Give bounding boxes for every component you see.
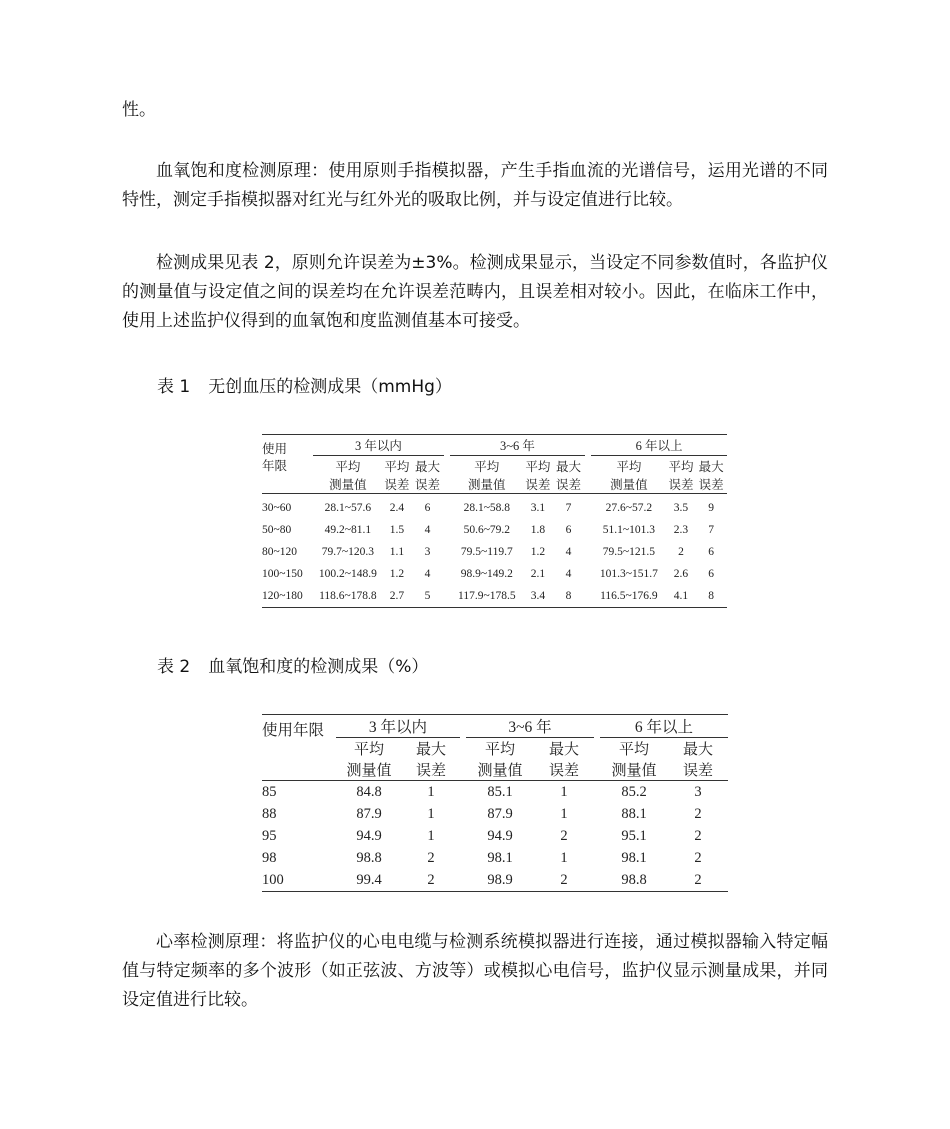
table2-subheader: 平均 bbox=[618, 742, 649, 758]
table-cell: 85 bbox=[262, 783, 277, 800]
table-cell: 98.1 bbox=[487, 849, 513, 866]
table1-subheader: 最大 bbox=[556, 459, 582, 474]
table-cell: 28.1~58.8 bbox=[463, 502, 511, 514]
table-cell: 27.6~57.2 bbox=[605, 502, 653, 514]
table-cell: 2.7 bbox=[389, 590, 405, 602]
table-cell: 6 bbox=[708, 546, 714, 558]
table1-subheader: 最大 bbox=[415, 459, 441, 474]
table1-subheader: 测量值 bbox=[313, 475, 382, 494]
table-row bbox=[262, 541, 727, 563]
table-cell: 87.9 bbox=[356, 805, 382, 822]
table2-subheader: 最大 bbox=[415, 742, 446, 758]
table1-subheader: 平均 bbox=[474, 459, 500, 474]
table1-subheader: 误差 bbox=[695, 475, 727, 494]
table-cell: 2 bbox=[560, 871, 568, 888]
table-cell: 1.5 bbox=[389, 524, 405, 536]
table-cell: 2.1 bbox=[530, 568, 546, 580]
table1-corner bbox=[262, 435, 313, 476]
table-cell: 4 bbox=[565, 568, 572, 580]
table2-subheader: 平均 bbox=[484, 742, 515, 758]
paragraph-spo2-results: 检测成果见表 2，原则允许误差为±3%。检测成果显示，当设定不同参数值时，各监护仪的测量值与设定值之间的误差均在允许误差范畴内，且误差相对较小。因此，在临床工作中，使用上述监护仪得到的血氧饱和度监测值基本可接受。 bbox=[122, 253, 828, 331]
table-cell: 1 bbox=[427, 805, 435, 822]
table-cell: 98.8 bbox=[356, 849, 382, 866]
table-cell: 8 bbox=[708, 590, 714, 602]
table-row bbox=[262, 781, 728, 804]
table-cell: 98.8 bbox=[621, 871, 647, 888]
table-cell: 87.9 bbox=[487, 805, 513, 822]
table-cell: 50~80 bbox=[262, 524, 292, 536]
table-cell: 88 bbox=[262, 805, 277, 822]
paragraph-heart-rate-principle: 心率检测原理：将监护仪的心电电缆与检测系统模拟器进行连接，通过模拟器输入特定幅值与特定频率的多个波形（如正弦波、方波等）或模拟心电信号，监护仪显示测量成果，并同设定值进行比较。 bbox=[122, 932, 828, 1010]
table-cell: 9 bbox=[708, 502, 714, 514]
table-cell: 88.1 bbox=[621, 805, 647, 822]
table-cell: 120~180 bbox=[262, 590, 303, 602]
table-cell: 98 bbox=[262, 849, 277, 866]
table-cell: 8 bbox=[565, 590, 572, 602]
table-cell: 79.5~121.5 bbox=[602, 546, 655, 558]
table-cell: 116.5~176.9 bbox=[600, 590, 658, 602]
table-cell: 99.4 bbox=[356, 871, 382, 888]
table-cell: 117.9~178.5 bbox=[458, 590, 516, 602]
table-cell: 3 bbox=[694, 783, 702, 800]
table1-subheader: 误差 bbox=[667, 475, 696, 494]
table-cell: 3 bbox=[424, 546, 431, 558]
table-cell: 2 bbox=[694, 871, 702, 888]
table2-caption-number: 表 2 bbox=[157, 657, 191, 677]
table1-subheader: 测量值 bbox=[591, 475, 667, 494]
table1-corner-line1: 使用 bbox=[262, 442, 288, 456]
table-cell: 101.3~151.7 bbox=[599, 568, 658, 580]
table-cell: 98.9~149.2 bbox=[460, 568, 513, 580]
table2-subheader: 最大 bbox=[682, 742, 713, 758]
table-cell: 3.5 bbox=[673, 502, 689, 514]
table1-blood-pressure bbox=[262, 434, 727, 608]
table1-caption-text: 无创血压的检测成果（mmHg） bbox=[208, 377, 452, 397]
table-cell: 51.1~101.3 bbox=[602, 524, 655, 536]
table1-subheader: 误差 bbox=[411, 475, 444, 494]
table-cell: 2.6 bbox=[673, 568, 689, 580]
table-cell: 95 bbox=[262, 827, 277, 844]
table1-subheader: 误差 bbox=[383, 475, 412, 494]
table-cell: 1 bbox=[560, 849, 568, 866]
table-cell: 85.2 bbox=[621, 783, 647, 800]
table-cell: 1.8 bbox=[530, 524, 546, 536]
table-cell: 6 bbox=[708, 568, 714, 580]
table-cell: 2.4 bbox=[389, 502, 405, 514]
table-row bbox=[262, 825, 728, 847]
table1-group-header: 3 年以内 bbox=[313, 435, 444, 456]
table1-subheader: 平均 bbox=[668, 459, 694, 474]
table-cell: 100~150 bbox=[262, 568, 303, 580]
table2-group-header: 3 年以内 bbox=[336, 715, 460, 738]
table-cell: 1 bbox=[427, 827, 435, 844]
table1-group-header: 6 年以上 bbox=[591, 435, 727, 456]
table-cell: 1.1 bbox=[389, 546, 405, 558]
table-cell: 100.2~148.9 bbox=[318, 568, 377, 580]
table2-subheader: 测量值 bbox=[600, 759, 668, 781]
table-cell: 1 bbox=[560, 783, 568, 800]
paragraph-spo2-principle: 血氧饱和度检测原理：使用原则手指模拟器，产生手指血流的光谱信号，运用光谱的不同特性，测定手指模拟器对红光与红外光的吸取比例，并与设定值进行比较。 bbox=[122, 161, 828, 210]
table2-subheader: 平均 bbox=[353, 742, 384, 758]
table-cell: 2 bbox=[694, 805, 702, 822]
table1-subheader: 最大 bbox=[698, 459, 724, 474]
table-cell: 2 bbox=[427, 849, 435, 866]
table-cell: 50.6~79.2 bbox=[463, 524, 511, 536]
table-cell: 2.3 bbox=[673, 524, 689, 536]
table-cell: 5 bbox=[424, 590, 431, 602]
table-cell: 80~120 bbox=[262, 546, 297, 558]
table-cell: 98.1 bbox=[621, 849, 647, 866]
table-cell: 79.5~119.7 bbox=[460, 546, 513, 558]
table-row bbox=[262, 563, 727, 585]
table-row bbox=[262, 869, 728, 892]
table-cell: 94.9 bbox=[356, 827, 382, 844]
table-cell: 2 bbox=[678, 546, 684, 558]
table-cell: 1.2 bbox=[530, 546, 546, 558]
table-cell: 3.4 bbox=[530, 590, 546, 602]
table1-corner-line2: 年限 bbox=[262, 459, 288, 473]
table-cell: 4.1 bbox=[673, 590, 689, 602]
table-cell: 84.8 bbox=[356, 783, 382, 800]
table-cell: 2 bbox=[560, 827, 568, 844]
table2-subheader: 误差 bbox=[668, 759, 728, 781]
table-cell: 2 bbox=[694, 849, 702, 866]
table-row bbox=[262, 585, 727, 608]
table1-subheader: 测量值 bbox=[450, 475, 524, 494]
table-row bbox=[262, 803, 728, 825]
table-row bbox=[262, 494, 727, 520]
table2-group-header: 3~6 年 bbox=[466, 715, 594, 738]
table-cell: 7 bbox=[708, 524, 714, 536]
table2-group-header: 6 年以上 bbox=[600, 715, 728, 738]
table-cell: 79.7~120.3 bbox=[321, 546, 374, 558]
table-cell: 49.2~81.1 bbox=[324, 524, 372, 536]
table2-caption-text: 血氧饱和度的检测成果（%） bbox=[208, 657, 429, 677]
table1-subheader: 误差 bbox=[524, 475, 553, 494]
table-cell: 3.1 bbox=[530, 502, 546, 514]
table-cell: 85.1 bbox=[487, 783, 513, 800]
table2-corner: 使用年限 bbox=[262, 722, 325, 739]
table-cell: 2 bbox=[427, 871, 435, 888]
table2-caption bbox=[157, 652, 428, 677]
table1-subheader: 误差 bbox=[552, 475, 585, 494]
table-cell: 118.6~178.8 bbox=[319, 590, 377, 602]
table1-caption bbox=[157, 372, 452, 397]
table-cell: 6 bbox=[565, 524, 572, 536]
table2-subheader: 测量值 bbox=[466, 759, 534, 781]
table2-spo2 bbox=[262, 714, 728, 892]
table1-group-header: 3~6 年 bbox=[450, 435, 585, 456]
table1-subheader: 平均 bbox=[384, 459, 410, 474]
table-cell: 7 bbox=[565, 502, 572, 514]
table1-subheader: 平均 bbox=[616, 459, 642, 474]
table1-subheader: 平均 bbox=[335, 459, 361, 474]
table-cell: 4 bbox=[424, 568, 431, 580]
table-cell: 2 bbox=[694, 827, 702, 844]
table2-subheader: 测量值 bbox=[336, 759, 402, 781]
table-cell: 1 bbox=[560, 805, 568, 822]
table-row bbox=[262, 519, 727, 541]
table-cell: 30~60 bbox=[262, 502, 292, 514]
table-cell: 28.1~57.6 bbox=[324, 502, 372, 514]
paragraph-continuation: 性。 bbox=[122, 100, 156, 120]
table2-subheader: 误差 bbox=[402, 759, 460, 781]
table1-caption-number: 表 1 bbox=[157, 377, 191, 397]
table-cell: 94.9 bbox=[487, 827, 513, 844]
table-cell: 100 bbox=[262, 871, 284, 888]
table-cell: 1 bbox=[427, 783, 435, 800]
table1-subheader: 平均 bbox=[525, 459, 551, 474]
table-cell: 4 bbox=[565, 546, 572, 558]
table-cell: 98.9 bbox=[487, 871, 513, 888]
table-cell: 1.2 bbox=[389, 568, 405, 580]
table-row bbox=[262, 847, 728, 869]
table2-subheader: 误差 bbox=[534, 759, 594, 781]
table-cell: 6 bbox=[424, 502, 431, 514]
table-cell: 95.1 bbox=[621, 827, 647, 844]
table-cell: 4 bbox=[424, 524, 431, 536]
table2-subheader: 最大 bbox=[548, 742, 579, 758]
